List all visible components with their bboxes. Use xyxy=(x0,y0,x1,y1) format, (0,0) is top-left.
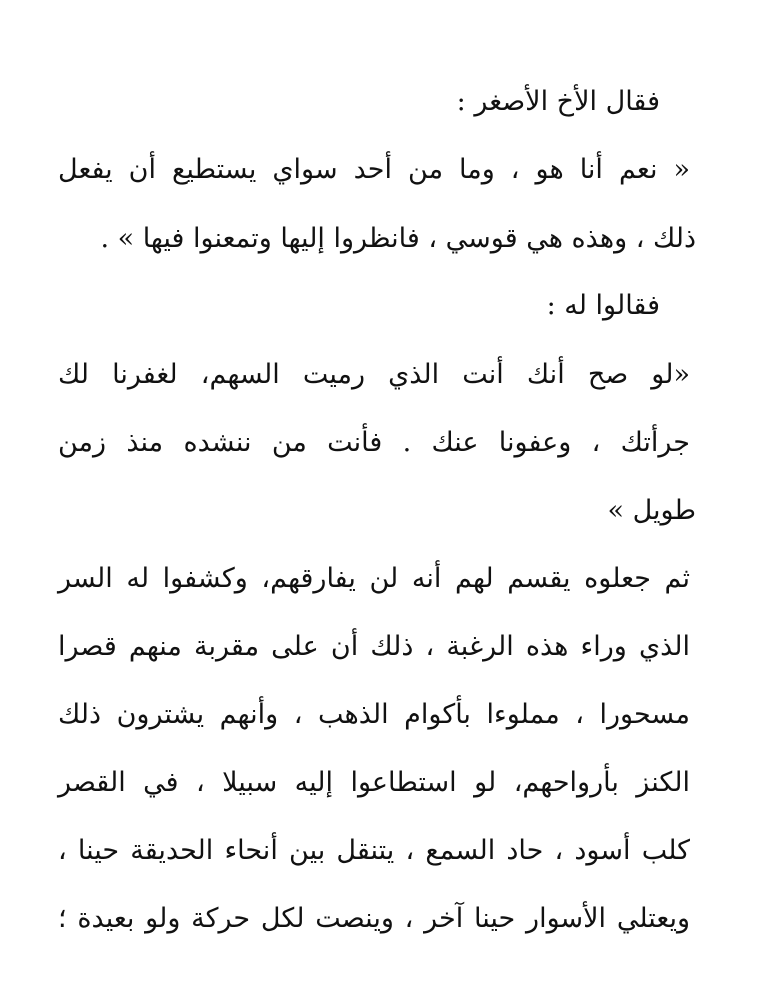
text-line-13: ويعتلي الأسوار حينا آخر ، وينصت لكل حركة ولو بعيدة ؛ xyxy=(58,903,690,934)
text-line-7: طويل » xyxy=(607,495,696,526)
text-line-12: كلب أسود ، حاد السمع ، يتنقل بين أنحاء الحديقة حينا ، xyxy=(58,835,690,866)
text-line-2: « نعم أنا هو ، وما من أحد سواي يستطيع أن يفعل xyxy=(58,154,690,185)
text-line-3: ذلك ، وهذه هي قوسي ، فانظروا إليها وتمعنوا فيها » . xyxy=(100,223,696,254)
text-line-4: فقالوا له : xyxy=(546,290,660,321)
text-line-6: جرأتك ، وعفونا عنك . فأنت من ننشده منذ زمن xyxy=(58,427,690,458)
text-line-8: ثم جعلوه يقسم لهم أنه لن يفارقهم، وكشفوا له السر xyxy=(58,563,690,594)
text-line-11: الكنز بأرواحهم، لو استطاعوا إليه سبيلا ، في القصر xyxy=(58,767,690,798)
text-line-10: مسحورا ، مملوءا بأكوام الذهب ، وأنهم يشترون ذلك xyxy=(58,699,690,730)
text-line-5: «لو صح أنك أنت الذي رميت السهم، لغفرنا لك xyxy=(58,359,690,390)
text-line-1: فقال الأخ الأصغر : xyxy=(456,86,660,117)
text-line-9: الذي وراء هذه الرغبة ، ذلك أن على مقربة منهم قصرا xyxy=(58,631,690,662)
